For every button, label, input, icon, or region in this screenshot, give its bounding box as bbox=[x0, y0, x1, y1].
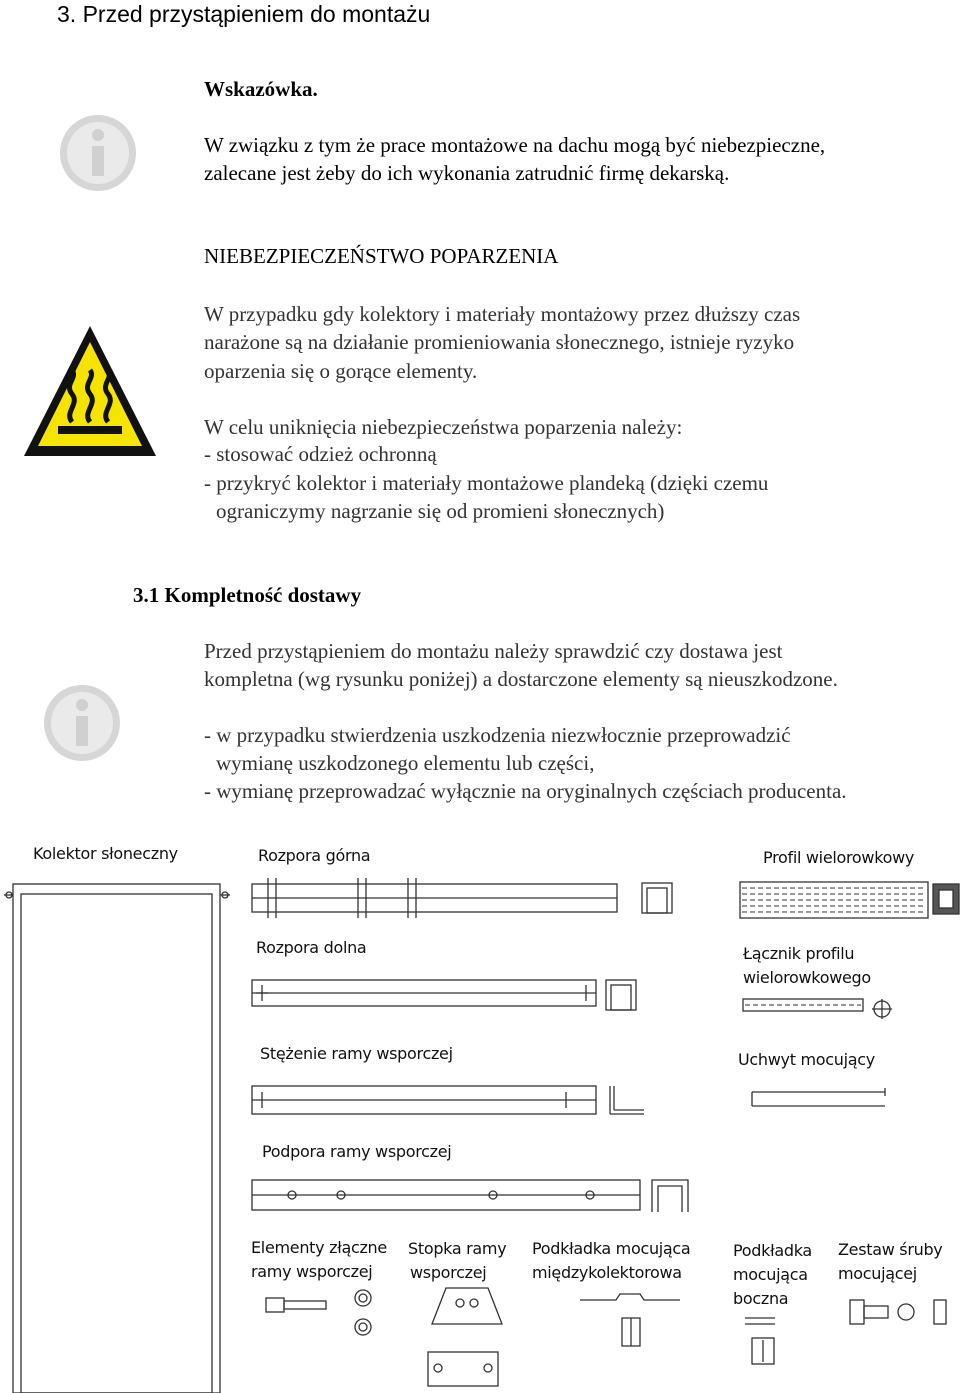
mount-clip-drawing bbox=[752, 1088, 885, 1106]
foot-drawing bbox=[428, 1288, 502, 1386]
label-side-pad-2: mocująca bbox=[733, 1265, 808, 1284]
screw-set-drawing bbox=[850, 1300, 946, 1324]
top-strut-drawing bbox=[252, 878, 672, 918]
label-foot-2: wsporczej bbox=[410, 1263, 487, 1282]
hint-line-1: W związku z tym że prace montażowe na dachu mogą być niebezpieczne, bbox=[204, 133, 826, 157]
label-top-strut: Rozpora górna bbox=[258, 846, 371, 865]
label-inter-pad-2: międzykolektorowa bbox=[532, 1263, 682, 1282]
info-icon bbox=[58, 113, 138, 193]
completeness-para2-line-1: - w przypadku stwierdzenia uszkodzenia niezwłocznie przeprowadzić bbox=[204, 723, 791, 747]
label-screw-set-1: Zestaw śruby bbox=[838, 1240, 943, 1259]
side-pad-drawing bbox=[745, 1318, 775, 1364]
label-brace: Stężenie ramy wsporczej bbox=[260, 1044, 453, 1063]
danger-para1-line-1: W przypadku gdy kolektory i materiały montażowy przez dłuższy czas bbox=[204, 302, 801, 326]
label-collector: Kolektor słoneczny bbox=[33, 844, 178, 863]
label-side-pad-1: Podkładka bbox=[733, 1241, 812, 1260]
danger-para1-line-3: oparzenia się o gorące elementy. bbox=[204, 359, 478, 383]
completeness-para2-line-3: - wymianę przeprowadzać wyłącznie na oryginalnych częściach producenta. bbox=[204, 779, 847, 803]
label-joints-1: Elementy złączne bbox=[251, 1238, 387, 1257]
danger-para2-line-4: ograniczymy nagrzanie się od promieni słonecznych) bbox=[216, 499, 665, 523]
hot-surface-warning-icon bbox=[20, 322, 160, 467]
hint-title: Wskazówka. bbox=[204, 77, 318, 101]
section-heading: 3. Przed przystąpieniem do montażu bbox=[57, 1, 431, 27]
completeness-para1-line-2: kompletna (wg rysunku poniżej) a dostarczone elementy są nieuszkodzone. bbox=[204, 667, 838, 691]
label-foot-1: Stopka ramy bbox=[408, 1239, 507, 1258]
hint-line-2: zalecane jest żeby do ich wykonania zatrudnić firmę dekarską. bbox=[204, 161, 730, 185]
label-side-pad-3: boczna bbox=[733, 1289, 789, 1308]
collector-drawing bbox=[4, 884, 230, 1393]
label-mount-clip: Uchwyt mocujący bbox=[738, 1050, 875, 1069]
brace-drawing bbox=[252, 1086, 644, 1114]
completeness-para2-line-2: wymianę uszkodzonego elementu lub części, bbox=[216, 751, 595, 775]
completeness-para1-line-1: Przed przystąpieniem do montażu należy sprawdzić czy dostawa jest bbox=[204, 639, 783, 663]
info-icon bbox=[42, 683, 122, 763]
inter-pad-drawing bbox=[580, 1294, 680, 1346]
danger-para2-line-1: W celu uniknięcia niebezpieczeństwa poparzenia należy: bbox=[204, 415, 683, 439]
bottom-strut-drawing bbox=[252, 980, 636, 1010]
label-joints-2: ramy wsporczej bbox=[251, 1262, 373, 1281]
danger-para2-line-2: - stosować odzież ochronną bbox=[204, 442, 437, 466]
label-bottom-strut: Rozpora dolna bbox=[256, 938, 367, 957]
label-support: Podpora ramy wsporczej bbox=[262, 1142, 452, 1161]
label-screw-set-2: mocującej bbox=[838, 1264, 917, 1283]
label-profile: Profil wielorowkowy bbox=[763, 848, 915, 867]
label-inter-pad-1: Podkładka mocująca bbox=[532, 1239, 691, 1258]
label-connector-2: wielorowkowego bbox=[743, 968, 871, 987]
connector-drawing bbox=[743, 999, 892, 1019]
support-drawing bbox=[252, 1180, 688, 1212]
danger-title: NIEBEZPIECZEŃSTWO POPARZENIA bbox=[204, 244, 559, 268]
label-connector-1: Łącznik profilu bbox=[743, 944, 855, 963]
joints-drawing bbox=[266, 1290, 371, 1335]
profile-drawing bbox=[740, 882, 959, 918]
danger-para2-line-3: - przykryć kolektor i materiały montażowe plandeką (dzięki czemu bbox=[204, 471, 769, 495]
danger-para1-line-2: narażone są na działanie promieniowania słonecznego, istnieje ryzyko bbox=[204, 330, 795, 354]
completeness-title: 3.1 Kompletność dostawy bbox=[133, 583, 362, 607]
